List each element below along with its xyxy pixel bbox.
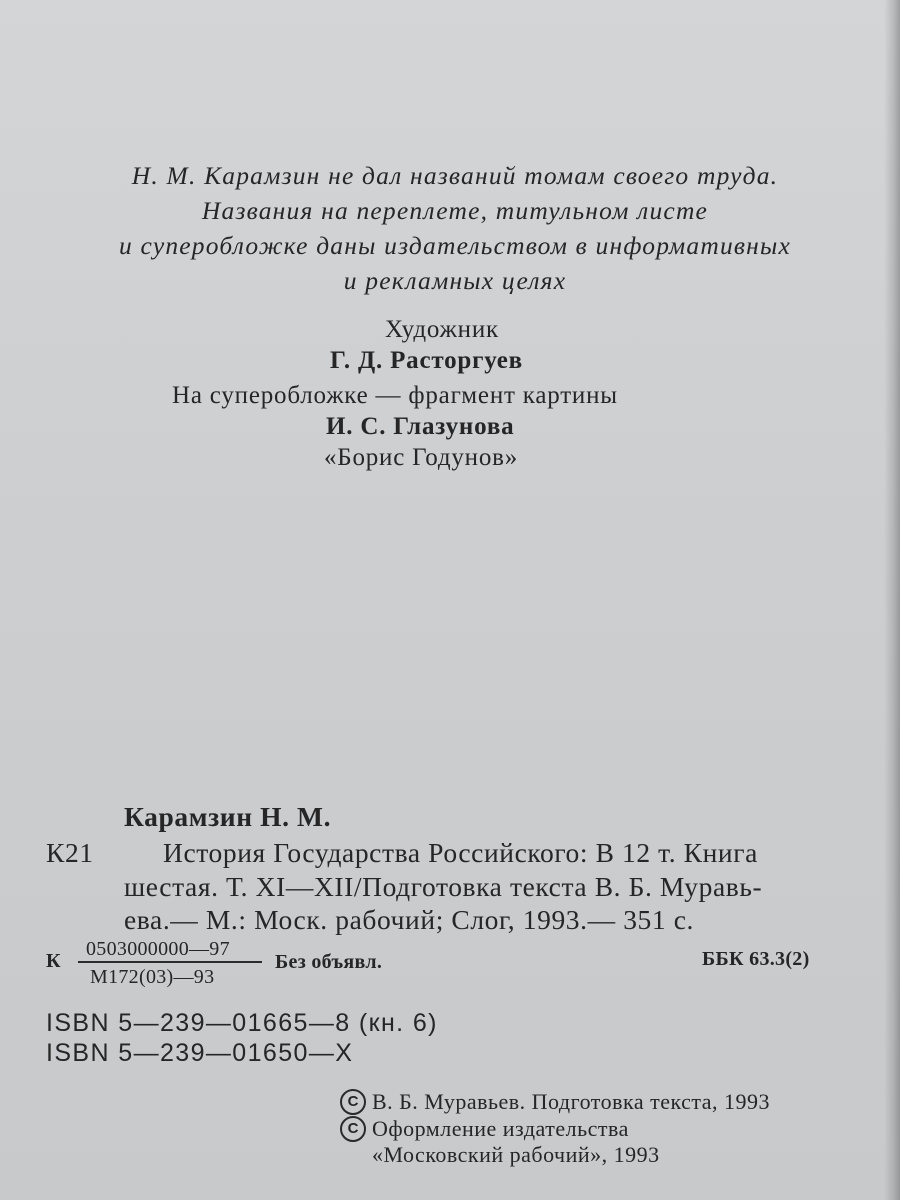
artist-name: Г. Д. Расторгуев [330,347,523,374]
class-code: К21 [46,837,94,868]
copyright-icon: C [340,1116,366,1142]
bbk-code: ББК 63.3(2) [702,948,810,970]
copyright-entry: Оформление издательства [372,1116,629,1141]
fraction-bar [78,961,262,963]
painting-title: «Борис Годунов» [324,444,519,471]
index-numerator: 0503000000—97 [86,938,230,960]
note-line: Н. М. Карамзин не дал названий томам своего труда. [131,161,779,190]
copyright-icon: C [340,1089,366,1115]
biblio-line: История Государства Российского: В 12 т. Книга [163,837,758,868]
index-denominator: М172(03)—93 [90,966,215,988]
note-line: и рекламных целях [343,266,567,295]
note-line: Названия на переплете, титульном листе [201,196,709,225]
author-heading: Карамзин Н. М. [124,801,332,832]
isbn-line: ISBN 5—239—01665—8 (кн. 6) [46,1009,438,1037]
index-letter: К [46,950,61,972]
painter-name: И. С. Глазунова [326,413,515,440]
copyright-entry: В. Б. Муравьев. Подготовка текста, 1993 [372,1089,771,1114]
biblio-line: шестая. Т. XI—XII/Подготовка текста В. Б. Муравь- [124,871,763,902]
isbn-line: ISBN 5—239—01650—X [46,1039,354,1067]
copyright-entry: «Московский рабочий», 1993 [372,1142,660,1167]
no-ads-note: Без объявл. [275,951,383,973]
cover-note: На суперобложке — фрагмент картины [172,382,618,409]
artist-role: Художник [385,316,499,343]
biblio-line: ева.— М.: Моск. рабочий; Слог, 1993.— 351 с. [124,904,695,935]
note-line: и суперобложке даны издательством в информативных [118,231,792,260]
